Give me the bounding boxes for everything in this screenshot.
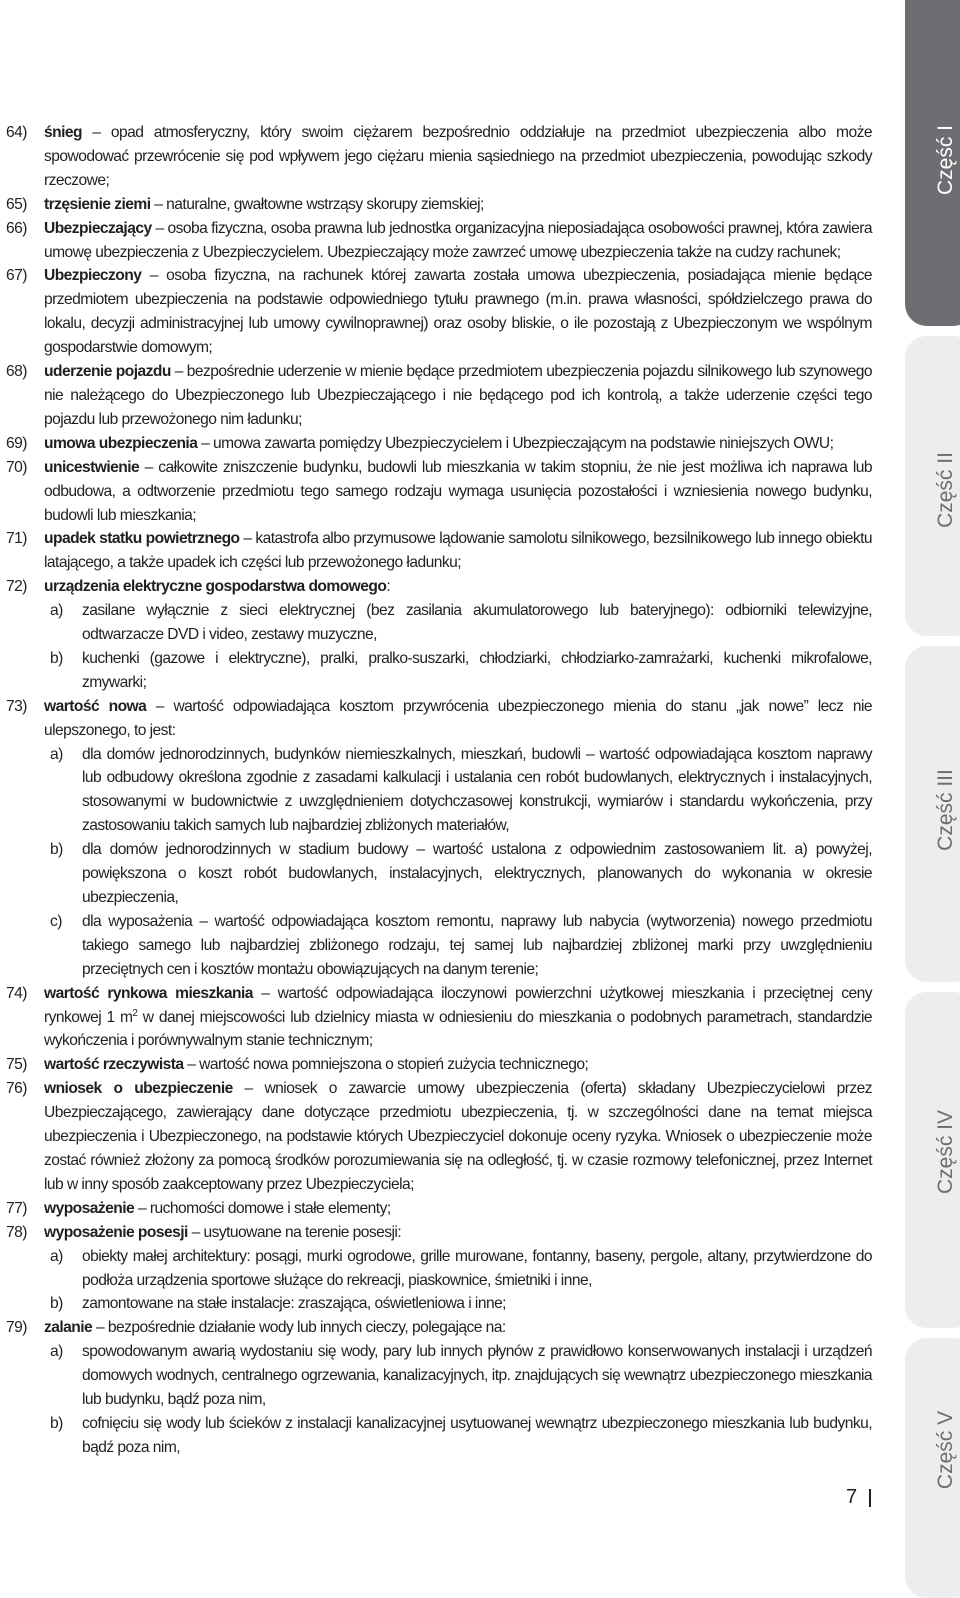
sub-item-letter: b) — [50, 841, 63, 859]
sub-item — [12, 1340, 872, 1412]
entry-body — [44, 985, 872, 1050]
entry-term: wartość rzeczywista — [44, 1056, 184, 1074]
entry-body — [44, 1056, 588, 1073]
sub-item — [12, 647, 872, 695]
entry-term: wyposażenie posesji — [44, 1223, 188, 1241]
entry-text: – wartość odpowiadająca iloczynowi powierzchni użytkowej mieszkania i przeciętnej ceny rynkowej 1 m — [44, 984, 872, 1026]
definition-entry — [6, 695, 872, 982]
entry-body — [44, 435, 833, 452]
sub-item-letter: c) — [50, 912, 62, 930]
tab-label-czesc-4: Część IV — [934, 1109, 957, 1195]
entry-term: upadek statku powietrznego — [44, 530, 240, 548]
tab-label-czesc-5: Część V — [934, 1410, 957, 1490]
entry-term: wniosek o ubezpieczenie — [44, 1080, 233, 1098]
entry-number: 66) — [6, 219, 27, 237]
entry-text: – wartość nowa pomniejszona o stopień zużycia technicznego; — [183, 1056, 589, 1074]
entry-body — [44, 1319, 506, 1336]
definition-entry — [6, 527, 872, 575]
entry-body — [44, 124, 872, 189]
entry-number: 77) — [6, 1199, 27, 1217]
sub-item — [12, 1292, 872, 1316]
entry-number: 74) — [6, 984, 27, 1002]
entry-body — [44, 267, 872, 356]
entry-term: unicestwienie — [44, 458, 140, 476]
entry-number: 76) — [6, 1080, 27, 1098]
entry-body — [44, 196, 484, 213]
entry-body — [44, 698, 872, 739]
entry-text: – ruchomości domowe i stałe elementy; — [134, 1199, 391, 1217]
tab-label-czesc-1: Część I — [934, 124, 958, 196]
entry-text: – wniosek o zawarcie umowy ubezpieczenia (oferta) składany Ubezpieczycielowi przez Ubezpieczającego, zawierający dane dotyczące przedmiotu ubezpieczenia, tj. w szczególności dane na temat miejsca ubezpieczenia i Ubezpieczonego, na podstawie których Ubezpieczyciel dokonuje oceny ryzyka. Wniosek o ubezpieczenie może zostać również złożony za pomocą środków porozumiewania się na odległość, tj. w czasie rozmowy telefonicznej, przez Internet lub w inny sposób zaakceptowany przez Ubezpieczyciela; — [44, 1080, 872, 1193]
entry-term: wyposażenie — [44, 1199, 135, 1217]
entry-text: – wartość odpowiadająca kosztom przywrócenia ubezpieczonego mienia do stanu „jak nowe” lecz nie ulepszonego, to jest: — [44, 697, 872, 739]
definition-entry — [6, 575, 872, 695]
entry-number: 72) — [6, 578, 27, 596]
sub-item-text: dla wyposażenia – wartość odpowiadająca kosztom remontu, naprawy lub nabycia (wytworzenia) nowego przedmiotu takiego samego lub najbardziej zbliżonego rodzaju, tej samej lub najbardziej zbliżonej marki przy uwzględnieniu przeciętnych cen i kosztów montażu obowiązujących na danym terenie; — [82, 912, 872, 978]
entry-number: 64) — [6, 124, 27, 141]
definition-entry — [6, 360, 872, 432]
entry-term: umowa ubezpieczenia — [44, 434, 198, 452]
entry-body — [44, 1200, 391, 1217]
entry-body — [44, 1224, 401, 1241]
entry-number: 65) — [6, 195, 27, 213]
sub-item-text: spowodowanym awarią wydostaniu się wody, pary lub innych płynów z prawidłowo konserwowanych instalacji i urządzeń domowych wodnych, centralnego ogrzewania, kanalizacyjnych, itp. znajdujących się wewnątrz ubezpieczonego mieszkania lub budynku, bądź poza nim, — [82, 1343, 872, 1409]
sub-item-text: zasilane wyłącznie z sieci elektrycznej (bez zasilania akumulatorowego lub bateryjnego): odbiorniki telewizyjne, odtwarzacze DVD i video, zestawy muzyczne, — [82, 602, 872, 644]
entry-number: 70) — [6, 458, 27, 476]
definition-entry — [6, 1197, 872, 1221]
entry-text: – osoba fizyczna, na rachunek której zawarta została umowa ubezpieczenia, posiadająca mienie będące przedmiotem ubezpieczenia na podstawie odpowiedniego tytułu prawnego (m.in. prawa własności, spółdzielczego prawa do lokalu, decyzji administracyjnej lub umowy cywilnoprawnej) oraz osoby bliskie, o ile pozostają z Ubezpieczonym we wspólnym gospodarstwie domowym; — [44, 267, 872, 357]
entry-body — [44, 578, 390, 595]
entry-body — [44, 530, 872, 571]
entry-text: w danej miejscowości lub dzielnicy miasta w odniesieniu do mieszkania o podobnych parametrach, standardzie wykończenia i porównywalnym stanie technicznym; — [44, 1008, 872, 1050]
entry-number: 68) — [6, 363, 27, 381]
entry-term: wartość rynkowa mieszkania — [44, 984, 253, 1002]
entry-text: : — [386, 578, 391, 596]
entry-body — [44, 459, 872, 524]
page-number-divider — [869, 1489, 871, 1507]
entry-body — [44, 1080, 872, 1193]
entry-term: trzęsienie ziemi — [44, 195, 151, 213]
definition-entry — [6, 432, 872, 456]
entry-body — [44, 363, 872, 428]
entry-term: wartość nowa — [44, 697, 147, 715]
entry-text: – osoba fizyczna, osoba prawna lub jednostka organizacyjna nieposiadająca osobowości prawnej, która zawiera umowę ubezpieczenia z Ubezpieczycielem. Ubezpieczający może zawrzeć umowę ubezpieczenia także na cudzy rachunek; — [44, 219, 872, 261]
sub-item-text: kuchenki (gazowe i elektryczne), pralki, pralko-suszarki, chłodziarki, chłodziarko-zamrażarki, kuchenki mikrofalowe, zmywarki; — [82, 649, 872, 691]
sub-item-letter: b) — [50, 1414, 63, 1432]
entry-text: – katastrofa albo przymusowe lądowanie samolotu silnikowego, bezsilnikowego lub innego obiektu latającego, a także upadek ich części lub przewożonego ładunku; — [44, 530, 872, 572]
sub-item-text: dla domów jednorodzinnych, budynków niemieszkalnych, mieszkań, budowli – wartość odpowiadająca kosztom naprawy lub odbudowy określona zgodnie z zasadami kalkulacji i ustalania cen robót budowlanych, elektrycznych i instalacyjnych, stosowanymi w budownictwie z uwzględnieniem dotychczasowej konstrukcji, wymiarów i standardu wykończenia, przy zastosowaniu takich samych lub najbardziej zbliżonych materiałów, — [82, 745, 872, 835]
entry-term: uderzenie pojazdu — [44, 363, 171, 381]
sub-item-letter: a) — [50, 602, 63, 620]
entry-number: 71) — [6, 530, 27, 548]
entry-superscript: 2 — [132, 1007, 138, 1019]
entry-term: zalanie — [44, 1319, 93, 1337]
entry-term: Ubezpieczony — [44, 267, 142, 285]
sub-item-text: zamontowane na stałe instalacje: zraszająca, oświetleniowa i inne; — [82, 1295, 506, 1313]
definition-entry — [6, 1316, 872, 1459]
sub-item — [12, 838, 872, 910]
entry-body — [44, 220, 872, 261]
entry-number: 69) — [6, 434, 27, 452]
page-number: 7 — [846, 1486, 858, 1508]
definition-entry — [6, 1077, 872, 1197]
entry-text: – usytuowane na terenie posesji: — [187, 1223, 402, 1241]
sub-item-letter: b) — [50, 1295, 63, 1313]
entry-text: – opad atmosferyczny, który swoim ciężarem bezpośrednio oddziałuje na przedmiot ubezpieczenia albo może spowodować przewrócenie się pod wpływem jego ciężaru mienia sąsiedniego na przedmiot ubezpieczenia, powodując szkody rzeczowe; — [44, 124, 872, 189]
sub-item — [12, 1412, 872, 1460]
entry-number: 73) — [6, 697, 27, 715]
definition-entry — [6, 1053, 872, 1077]
sub-item — [12, 1245, 872, 1293]
definition-entry — [6, 121, 872, 193]
sub-item-text: dla domów jednorodzinnych w stadium budowy – wartość ustalona z odpowiednim zastosowaniem lit. a) powyżej, powiększona o koszt robót budowlanych, instalacyjnych, elektrycznych, planowanych do wykonania w okresie ubezpieczenia, — [82, 841, 872, 906]
definitions-list — [6, 121, 872, 1460]
entry-text: – naturalne, gwałtowne wstrząsy skorupy ziemskiej; — [150, 195, 484, 213]
sub-item — [12, 599, 872, 647]
entry-text: – bezpośrednie działanie wody lub innych cieczy, polegające na: — [92, 1319, 506, 1337]
entry-number: 78) — [6, 1223, 27, 1241]
entry-term: Ubezpieczający — [44, 219, 152, 237]
entry-text: – bezpośrednie uderzenie w mienie będące przedmiotem ubezpieczenia pojazdu silnikowego lub szynowego nie należącego do Ubezpieczonego lub Ubezpieczającego i nie będącego pod ich kontrolą, a także uderzenie części tego pojazdu lub przewożonego nim ładunku; — [44, 363, 872, 428]
definition-entry — [6, 217, 872, 265]
entry-text: – umowa zawarta pomiędzy Ubezpieczycielem i Ubezpieczającym na podstawie niniejszych OWU; — [197, 434, 834, 452]
definition-entry — [6, 456, 872, 528]
sub-item-letter: a) — [50, 745, 63, 763]
entry-term: urządzenia elektryczne gospodarstwa domowego — [44, 578, 387, 596]
definition-entry — [6, 1221, 872, 1317]
entry-text: – całkowite zniszczenie budynku, budowli lub mieszkania w takim stopniu, że nie jest możliwa ich naprawa lub odbudowa, a odtworzenie przedmiotu tego samego rodzaju wymaga usunięcia pozostałości i wzniesienia nowego budynku, budowli lub mieszkania; — [44, 458, 872, 524]
definition-entry — [6, 264, 872, 360]
sub-item — [12, 743, 872, 839]
sub-item-letter: b) — [50, 649, 63, 667]
sub-item-text: obiekty małej architektury: posągi, murki ogrodowe, grille murowane, fontanny, baseny, pergole, altany, przytwierdzone do podłoża urządzenia sportowe służące do rekreacji, piaskownice, śmietniki i inne, — [82, 1247, 872, 1289]
entry-number: 67) — [6, 267, 27, 285]
entry-number: 75) — [6, 1056, 27, 1074]
definition-entry — [6, 982, 872, 1054]
sub-item-letter: a) — [50, 1343, 63, 1361]
definition-entry — [6, 193, 872, 217]
entry-term: śnieg — [44, 124, 82, 141]
sub-item-text: cofnięciu się wody lub ścieków z instalacji kanalizacyjnej usytuowanej wewnątrz ubezpieczonego mieszkania lub budynku, bądź poza nim, — [82, 1414, 872, 1456]
sub-item-letter: a) — [50, 1247, 63, 1265]
tab-label-czesc-3: Część III — [934, 769, 957, 851]
tab-label-czesc-2: Część II — [934, 452, 958, 528]
sub-item — [12, 910, 872, 982]
entry-number: 79) — [6, 1319, 27, 1337]
